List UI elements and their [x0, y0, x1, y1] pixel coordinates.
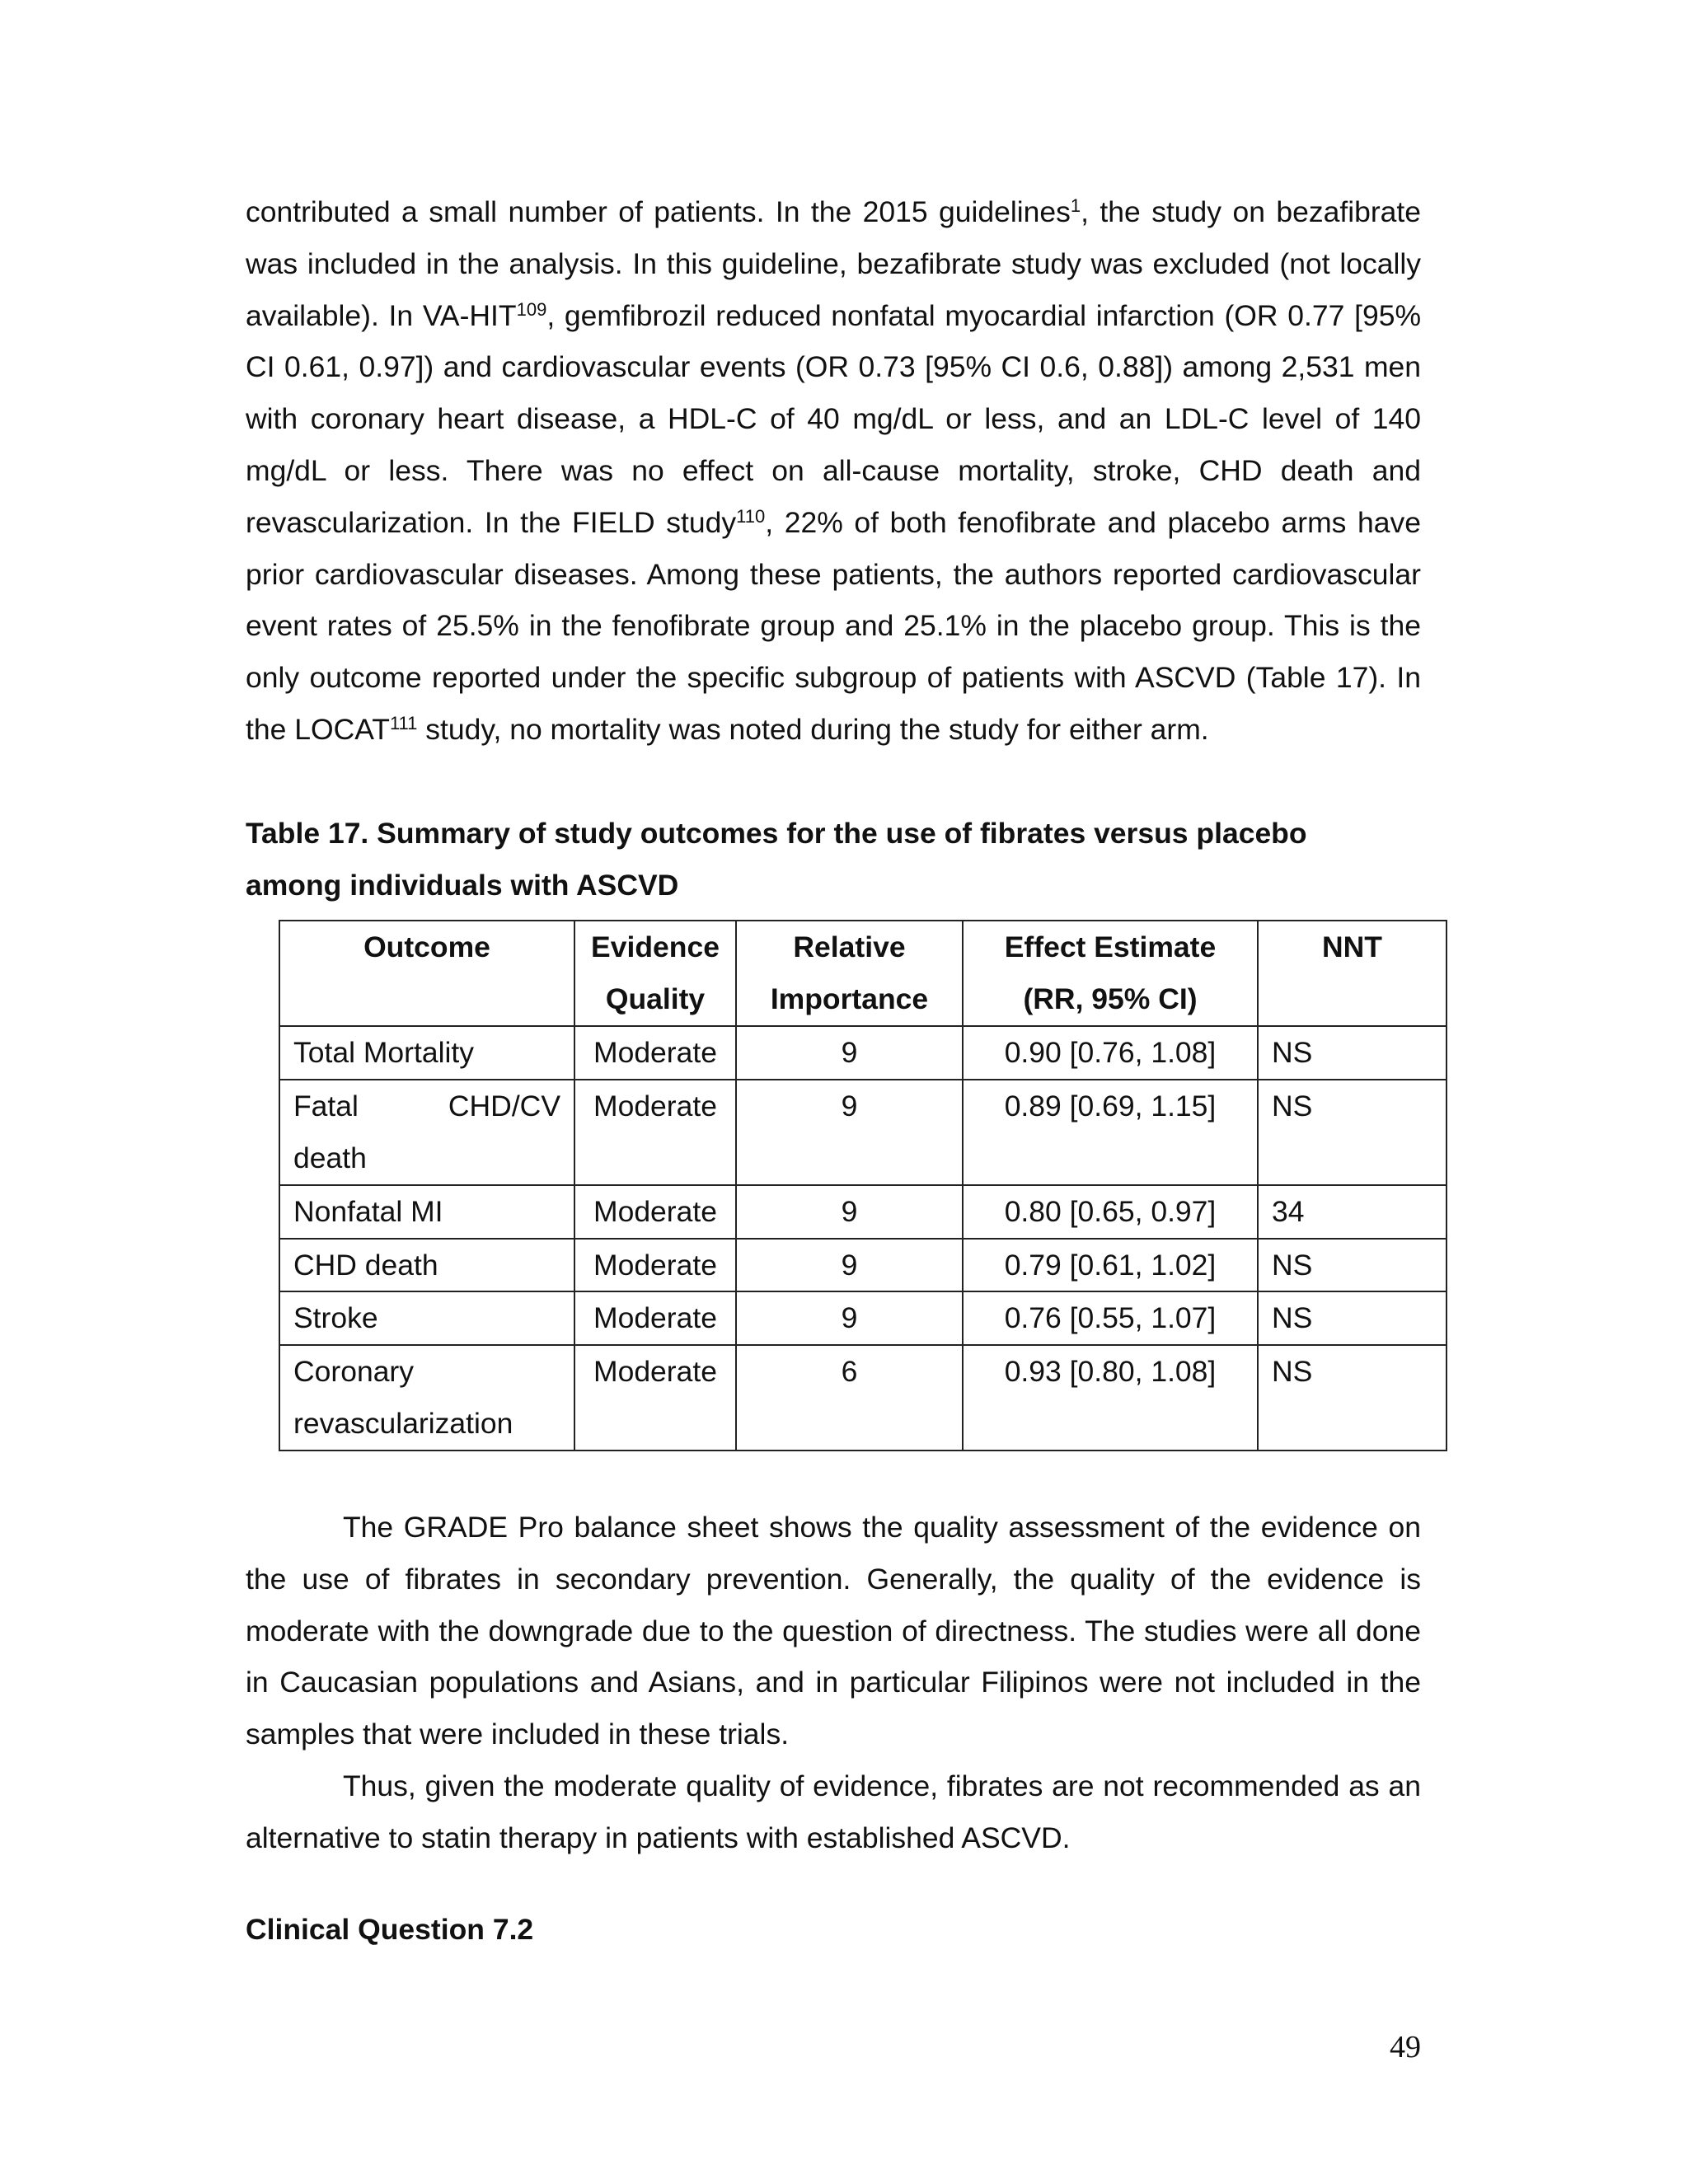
header-importance-line-1: Relative [793, 930, 906, 963]
header-nnt [1258, 921, 1447, 1026]
table-row [279, 1291, 1447, 1345]
cell-effect: 0.90 [0.76, 1.08] [963, 1026, 1258, 1080]
cell-quality: Moderate [574, 1185, 736, 1239]
discussion-section [246, 1502, 1421, 1864]
header-quality-line-2: Quality [605, 982, 706, 1015]
table-caption-line-2: among individuals with ASCVD [246, 868, 679, 902]
intro-text-5: study, no mortality was noted during the study for either arm. [417, 712, 1209, 746]
cell-outcome: Nonfatal MI [279, 1185, 574, 1239]
cell-quality: Moderate [574, 1239, 736, 1292]
page-number: 49 [1390, 2030, 1421, 2064]
cell-importance: 9 [736, 1185, 963, 1239]
cell-nnt: NS [1258, 1026, 1447, 1080]
cell-outcome-line-2: death [293, 1141, 367, 1174]
section-heading: Clinical Question 7.2 [246, 1913, 534, 1946]
cell-outcome-line-1: Coronary [293, 1355, 415, 1389]
header-nnt-text: NNT [1322, 930, 1382, 963]
table-caption [246, 808, 1421, 912]
cell-effect: 0.79 [0.61, 1.02] [963, 1239, 1258, 1292]
cell-outcome: Total Mortality [279, 1026, 574, 1080]
cell-nnt: 34 [1258, 1185, 1447, 1239]
table-row [279, 1239, 1447, 1292]
cell-outcome-line-2: revascularization [293, 1406, 513, 1440]
header-outcome-text: Outcome [363, 930, 490, 963]
cell-outcome-line-1: Fatal CHD/CV [293, 1089, 560, 1122]
cell-importance: 9 [736, 1080, 963, 1185]
cell-quality: Moderate [574, 1345, 736, 1451]
citation-ref-109: 109 [516, 298, 547, 320]
intro-text-4: , 22% of both fenofibrate and placebo arms have prior cardiovascular diseases. Among these patients, the authors reported cardiovascular event rates of 25.5% in the fenofibrate group and 25.1% in the placebo group. This is the only outcome reported under the specific subgroup of patients with ASCVD (Table 17). In the LOCAT [246, 505, 1421, 746]
cell-outcome [279, 1345, 574, 1451]
header-importance-line-2: Importance [770, 982, 929, 1015]
table-header-row [279, 921, 1447, 1026]
cell-quality: Moderate [574, 1026, 736, 1080]
cell-nnt: NS [1258, 1080, 1447, 1185]
intro-paragraph [246, 186, 1421, 756]
citation-ref-110: 110 [736, 505, 766, 527]
intro-text-2: , the study on bezafibrate was included in the analysis. In this guideline, bezafibrate study was excluded (not locally available). In VA-HIT [246, 195, 1421, 332]
table-row [279, 1080, 1447, 1185]
cell-effect: 0.89 [0.69, 1.15] [963, 1080, 1258, 1185]
cell-effect: 0.80 [0.65, 0.97] [963, 1185, 1258, 1239]
table-row [279, 1026, 1447, 1080]
table-row [279, 1345, 1447, 1451]
cell-effect: 0.76 [0.55, 1.07] [963, 1291, 1258, 1345]
cell-importance: 9 [736, 1239, 963, 1292]
header-effect-line-2: (RR, 95% CI) [1023, 982, 1198, 1015]
table-row [279, 1185, 1447, 1239]
citation-ref-111: 111 [389, 712, 418, 733]
header-relative-importance [736, 921, 963, 1026]
cell-quality: Moderate [574, 1291, 736, 1345]
cell-outcome: Stroke [279, 1291, 574, 1345]
cell-nnt: NS [1258, 1291, 1447, 1345]
intro-text-1: contributed a small number of patients. In the 2015 guidelines [246, 195, 1071, 228]
cell-quality: Moderate [574, 1080, 736, 1185]
discussion-paragraph-1: The GRADE Pro balance sheet shows the quality assessment of the evidence on the use of fibrates in secondary prevention. Generally, the quality of the evidence is moderate with the downgrade due to the question of directness. The studies were all done in Caucasian populations and Asians, and in particular Filipinos were not included in the samples that were included in these trials. [246, 1511, 1421, 1751]
cell-outcome: CHD death [279, 1239, 574, 1292]
header-effect-estimate [963, 921, 1258, 1026]
cell-importance: 9 [736, 1291, 963, 1345]
header-effect-line-1: Effect Estimate [1004, 930, 1217, 963]
header-outcome [279, 921, 574, 1026]
intro-text-3: , gemfibrozil reduced nonfatal myocardial infarction (OR 0.77 [95% CI 0.61, 0.97]) and cardiovascular events (OR 0.73 [95% CI 0.6, 0.88]) among 2,531 men with coronary heart disease, a HDL-C of 40 mg/dL or less, and an LDL-C level of 140 mg/dL or less. There was no effect on all-cause mortality, stroke, CHD death and revascularization. In the FIELD study [246, 298, 1422, 539]
cell-outcome [279, 1080, 574, 1185]
header-quality-line-1: Evidence [591, 930, 720, 963]
discussion-paragraph-2: Thus, given the moderate quality of evidence, fibrates are not recommended as an alternative to statin therapy in patients with established ASCVD. [246, 1769, 1421, 1854]
cell-nnt: NS [1258, 1239, 1447, 1292]
cell-importance: 6 [736, 1345, 963, 1451]
table-caption-line-1: Table 17. Summary of study outcomes for the use of fibrates versus placebo [246, 817, 1307, 850]
header-evidence-quality [574, 921, 736, 1026]
citation-ref-1: 1 [1070, 194, 1081, 216]
cell-nnt: NS [1258, 1345, 1447, 1451]
cell-importance: 9 [736, 1026, 963, 1080]
outcomes-table [279, 920, 1447, 1451]
cell-effect: 0.93 [0.80, 1.08] [963, 1345, 1258, 1451]
